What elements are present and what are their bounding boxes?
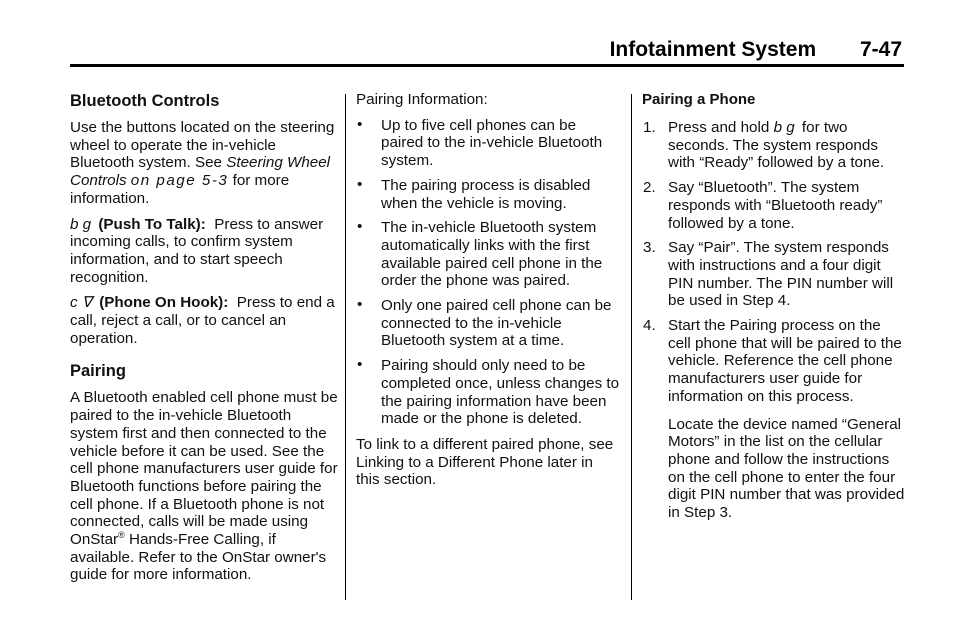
step-number: 2. (643, 179, 656, 197)
list-item-text: Only one paired cell phone can be connected to the in-vehicle Bluetooth system at a time. (381, 297, 612, 350)
xref-after-text: for more information. (70, 172, 290, 207)
phone-on-hook-label: (Phone On Hook): (99, 294, 229, 312)
bullet-icon: • (357, 115, 363, 133)
xref-page: on page 5-3 (130, 172, 229, 190)
step-item (642, 179, 906, 232)
step-text: Start the Pairing process on the cell phone that will be paired to the vehicle. Reference the cell phone manufacturers user guide for information on this process. (668, 317, 902, 405)
section-heading-pairing-a-phone: Pairing a Phone (642, 91, 756, 108)
column-bluetooth-controls (70, 91, 338, 592)
column-divider-1 (345, 94, 346, 600)
phone-on-hook-icon: c ∇ (70, 294, 92, 312)
step-number: 3. (643, 239, 656, 257)
phone-on-hook-paragraph (70, 294, 338, 347)
step-item (642, 239, 906, 310)
column-divider-2 (631, 94, 632, 600)
push-to-talk-paragraph (70, 216, 338, 287)
column-pairing-a-phone (642, 91, 906, 529)
section-title: Infotainment System (609, 38, 817, 61)
step-item (642, 317, 906, 522)
pairing-steps-list (642, 119, 906, 522)
phone-on-hook-text: Press to end a call, reject a call, or to cancel an operation. (70, 294, 335, 347)
step-item (642, 119, 906, 172)
column-pairing-information (356, 91, 620, 497)
pairing-text-2: Hands-Free Calling, if available. Refer to the OnStar owner's guide for more information. (70, 531, 327, 584)
list-item-text: The in-vehicle Bluetooth system automatically links with the first available paired cell phone in the order the phone was paired. (381, 219, 603, 290)
list-item (356, 117, 620, 170)
pairing-text-1: A Bluetooth enabled cell phone must be paired to the in-vehicle Bluetooth system first and then connected to the vehicle before it can be used. See the cell phone manufacturers user guide for Bluetooth functions before pairing the cell phone. If a Bluetooth phone is not connected, calls will be made using OnStar (70, 389, 338, 549)
push-to-talk-icon: b g (70, 215, 92, 233)
list-item-text: The pairing process is disabled when the vehicle is moving. (381, 176, 591, 212)
pairing-info-list (356, 117, 620, 428)
header-rule (70, 64, 904, 67)
list-item (356, 177, 620, 212)
step-text: Say “Pair”. The system responds with instructions and a four digit PIN number. The PIN number will be used in Step 4. (668, 239, 894, 310)
bullet-icon: • (357, 175, 363, 193)
page-number: 7-47 (859, 38, 902, 61)
push-to-talk-icon: b g (773, 119, 795, 136)
list-item-text: Up to five cell phones can be paired to the in-vehicle Bluetooth system. (381, 116, 603, 170)
registered-mark: ® (118, 530, 125, 540)
step-4-extra: Locate the device named “General Motors” in the list on the cellular phone and follow the instructions on the cell phone to enter the four digit PIN number that was provided in Step 3. (668, 415, 905, 522)
list-item (356, 357, 620, 428)
bullet-icon: • (357, 296, 363, 314)
list-item (356, 297, 620, 350)
step-1-text-b: for two seconds. The system responds with “Ready” followed by a tone. (668, 119, 885, 172)
bullet-icon: • (357, 356, 363, 374)
list-item (356, 219, 620, 290)
push-to-talk-label: (Push To Talk): (98, 215, 206, 233)
closing-paragraph: To link to a different paired phone, see Linking to a Different Phone later in this section. (356, 435, 614, 489)
intro-paragraph (70, 119, 338, 208)
pairing-info-intro: Pairing Information: (356, 91, 488, 108)
step-1-text-a: Press and hold (668, 119, 770, 136)
bullet-icon: • (357, 218, 363, 236)
intro-text: Use the buttons located on the steering wheel to operate the in-vehicle Bluetooth system. (70, 119, 335, 172)
step-number: 4. (643, 317, 656, 335)
pairing-paragraph (70, 389, 338, 584)
list-item-text: Pairing should only need to be completed once, unless changes to the pairing information have been made or the phone is deleted. (381, 357, 620, 428)
page-header (610, 38, 902, 62)
xref-title: Steering Wheel Controls (70, 154, 331, 190)
section-heading-bluetooth-controls: Bluetooth Controls (70, 92, 220, 110)
step-number: 1. (643, 119, 656, 136)
step-text: Say “Bluetooth”. The system responds with “Bluetooth ready” followed by a tone. (668, 179, 883, 232)
push-to-talk-text: Press to answer incoming calls, to confirm system information, and to start speech recognition. (70, 215, 324, 286)
section-heading-pairing: Pairing (70, 362, 126, 381)
see-text: See (194, 154, 222, 172)
